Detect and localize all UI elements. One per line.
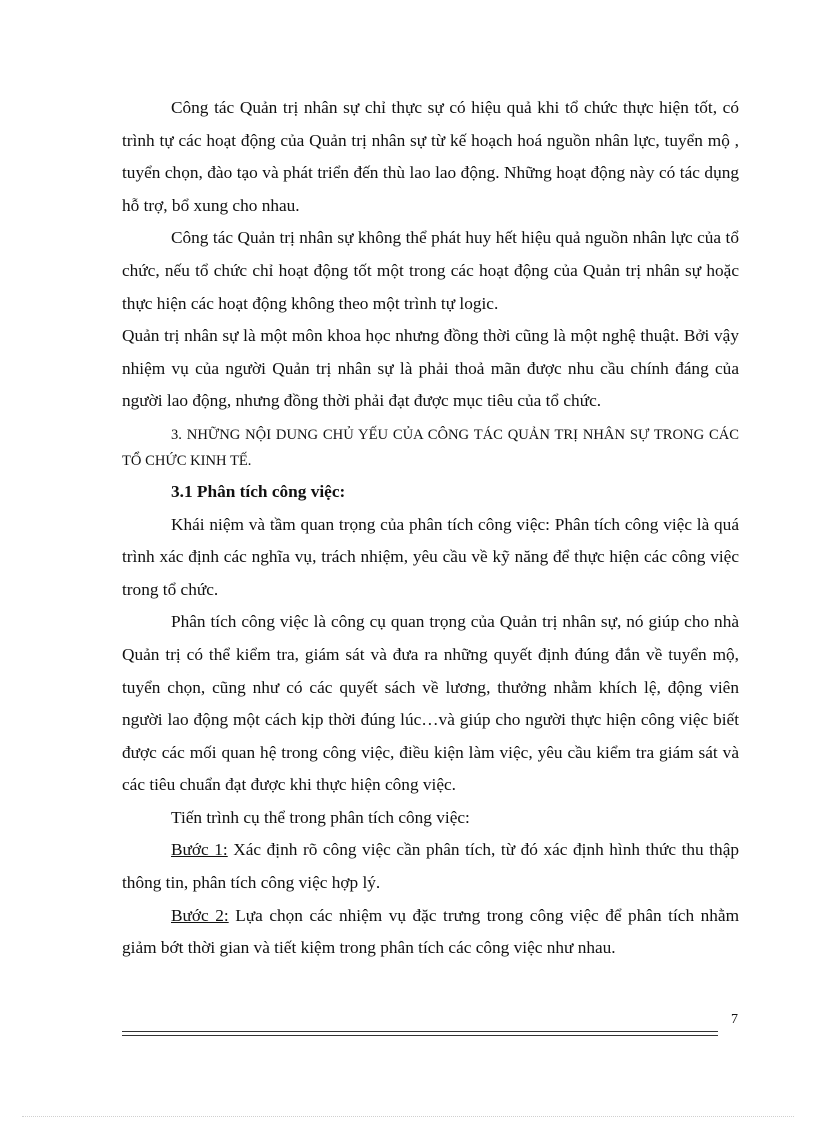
step-2-label: Bước 2: — [171, 905, 229, 925]
subsection-heading: 3.1 Phân tích công việc: — [171, 481, 346, 501]
paragraph-job-analysis-concept: Khái niệm và tầm quan trọng của phân tích công việc: Phân tích công việc là quá trình xác định các nghĩa vụ, trách nhiệm, yêu cầu về kỹ năng để thực hiện các công việc trong tổ chức. — [122, 514, 739, 599]
section-heading: 3. NHỮNG NỘI DUNG CHỦ YẾU CỦA CÔNG TÁC QUẢN TRỊ NHÂN SỰ TRONG CÁC TỔ CHỨC KINH TẾ. — [122, 426, 739, 469]
step-2-text: Lựa chọn các nhiệm vụ đặc trưng trong công việc để phân tích nhằm giảm bớt thời gian và tiết kiệm trong phân tích các công việc như nhau. — [122, 905, 740, 958]
paragraph-effectiveness: Công tác Quản trị nhân sự chỉ thực sự có hiệu quả khi tổ chức thực hiện tốt, có trình tự các hoạt động của Quản trị nhân sự từ kế hoạch hoá nguồn nhân lực, tuyển mộ , tuyển chọn, đào tạo và phát triển đến thù lao lao động. Những hoạt động này có tác dụng hỗ trợ, bổ xung cho nhau. — [122, 98, 739, 215]
step-1-label: Bước 1: — [171, 840, 228, 860]
footer-double-rule — [122, 1031, 718, 1036]
step-1 — [122, 834, 739, 899]
step-1-text: Xác định rõ công việc cần phân tích, từ đó xác định hình thức thu thập thông tin, phân tích công việc hợp lý. — [122, 840, 740, 893]
paragraph-process-intro: Tiến trình cụ thể trong phân tích công việc: — [171, 807, 470, 827]
page-number: 7 — [731, 1012, 738, 1027]
step-2 — [122, 900, 739, 965]
paragraph-science-and-art: Quản trị nhân sự là một môn khoa học nhưng đồng thời cũng là một nghệ thuật. Bởi vậy nhiệm vụ của người Quản trị nhân sự là phải thoả mãn được nhu cầu chính đáng của người lao động, nhưng đồng thời phải đạt được mục tiêu của tổ chức. — [122, 326, 739, 411]
page-content — [122, 92, 739, 965]
paragraph-not-effective: Công tác Quản trị nhân sự không thể phát huy hết hiệu quả nguồn nhân lực của tổ chức, nếu tổ chức chỉ hoạt động tốt một trong các hoạt động của Quản trị nhân sự hoặc thực hiện các hoạt động không theo một trình tự logic. — [122, 228, 739, 313]
paragraph-job-analysis-tool: Phân tích công việc là công cụ quan trọng của Quản trị nhân sự, nó giúp cho nhà Quản trị có thể kiểm tra, giám sát và đưa ra những quyết định đúng đắn về tuyển mộ, tuyển chọn, cũng như có các quyết sách về lương, thưởng nhằm khích lệ, động viên người lao động một cách kịp thời đúng lúc…và giúp cho người thực hiện công việc biết được các mối quan hệ trong công việc, điều kiện làm việc, yêu cầu kiểm tra giám sát và các tiêu chuẩn đạt được khi thực hiện công việc. — [122, 612, 739, 795]
page-edge-dotted-line — [22, 1116, 794, 1117]
